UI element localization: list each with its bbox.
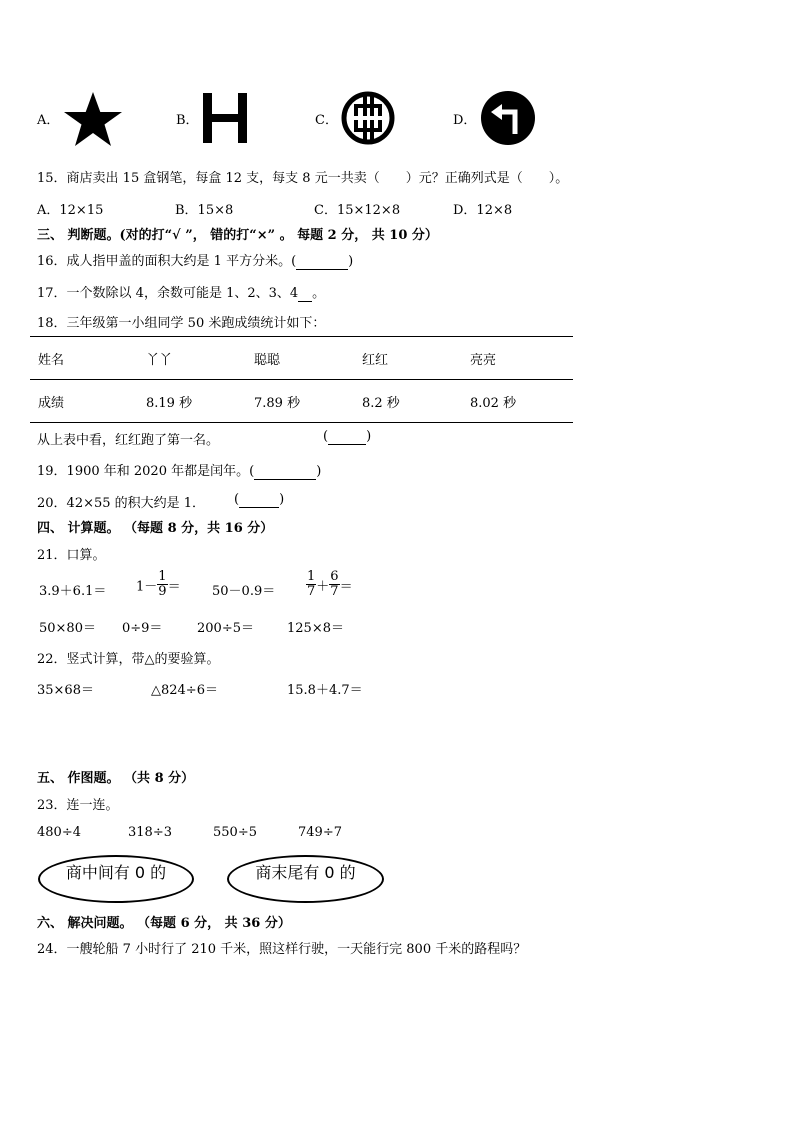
division-item: 480÷4 — [37, 825, 81, 840]
fraction — [329, 570, 339, 600]
table-cell: 成绩 — [30, 380, 138, 423]
calc-text: ＝ — [339, 579, 353, 595]
q23-text: 23．连一连。 — [37, 798, 119, 813]
q16-close: ) — [348, 254, 354, 269]
q18-text: 18．三年级第一小组同学 50 米跑成绩统计如下： — [37, 316, 326, 331]
table-cell: 8.19 秒 — [138, 380, 246, 423]
numerator: 1 — [158, 569, 167, 584]
q21-text: 21．口算。 — [37, 548, 106, 563]
table-cell: 7.89 秒 — [246, 380, 354, 423]
q22-text: 22．竖式计算，带△的要验算。 — [37, 652, 220, 667]
calc-expression: 50×80＝ — [39, 621, 96, 636]
denominator: 7 — [307, 584, 316, 600]
oval-middle-zero[interactable]: 商中间有 0 的 — [38, 855, 194, 903]
answer-blank[interactable] — [328, 429, 366, 445]
q15-option-b: B．15×8 — [175, 203, 234, 218]
division-item: 550÷5 — [213, 825, 257, 840]
vertical-calc-item: △824÷6＝ — [151, 683, 218, 698]
calc-expression: 50－0.9＝ — [212, 584, 276, 599]
answer-blank[interactable] — [296, 254, 348, 270]
denominator: 7 — [330, 584, 339, 600]
q20-answer — [234, 492, 284, 508]
q18-close: ) — [366, 429, 372, 444]
table-row — [30, 380, 573, 423]
calc-expression-fraction — [136, 570, 181, 600]
table-cell: 8.2 秒 — [354, 380, 462, 423]
section-4-title: 四、 计算题。 （每题 8 分，共 16 分） — [37, 521, 274, 536]
q16 — [37, 250, 353, 270]
q24-text: 24．一艘轮船 7 小时行了 210 千米，照这样行驶，一天能行完 800 千米的路程吗？ — [37, 942, 527, 957]
option-b-label: B． — [176, 113, 199, 128]
calc-text: ＋ — [316, 579, 330, 595]
q15-option-a: A．12×15 — [37, 203, 104, 218]
division-item: 318÷3 — [128, 825, 172, 840]
calc-expression: 0÷9＝ — [122, 621, 163, 636]
calc-expression-fraction — [306, 570, 353, 600]
vertical-calc-item: 15.8＋4.7＝ — [287, 683, 363, 698]
q20-open: ( — [234, 492, 240, 507]
calc-expression: 3.9＋6.1＝ — [39, 584, 107, 599]
q16-text: 16．成人指甲盖的面积大约是 1 平方分米。( — [37, 254, 297, 269]
calc-expression: 200÷5＝ — [197, 621, 254, 636]
score-table — [30, 336, 573, 423]
option-d-label: D． — [453, 113, 477, 128]
table-cell: 红红 — [354, 337, 462, 380]
q18-open: ( — [323, 429, 329, 444]
q17-end: 。 — [312, 286, 326, 301]
q20-close: ) — [279, 492, 285, 507]
answer-blank[interactable] — [239, 492, 279, 508]
q19-close: ) — [316, 464, 322, 479]
table-cell: 丫丫 — [138, 337, 246, 380]
option-a-label: A． — [37, 113, 60, 128]
section-3-title: 三、 判断题。(对的打“√ ”， 错的打“×” 。 每题 2 分， 共 10 分） — [37, 228, 438, 243]
q15-option-c: C．15×12×8 — [314, 203, 401, 218]
answer-blank[interactable] — [254, 464, 316, 480]
division-item: 749÷7 — [298, 825, 342, 840]
section-5-title: 五、 作图题。 （共 8 分） — [37, 771, 195, 786]
fraction — [157, 570, 167, 600]
table-cell: 姓名 — [30, 337, 138, 380]
numerator: 1 — [307, 569, 316, 584]
turn-left-sign-icon — [480, 90, 536, 146]
answer-blank[interactable] — [298, 286, 312, 302]
q19 — [37, 460, 321, 480]
q15-stem: 15．商店卖出 15 盒钢笔，每盒 12 支，每支 8 元一共卖（ ）元？正确列式是（ ）。 — [37, 171, 569, 186]
calc-text: 1－ — [136, 579, 158, 595]
denominator: 9 — [158, 584, 167, 600]
oval-end-zero[interactable]: 商末尾有 0 的 — [227, 855, 384, 903]
q20-text: 20．42×55 的积大约是 1． — [37, 496, 206, 511]
q19-text: 19．1900 年和 2020 年都是闰年。( — [37, 464, 255, 479]
vertical-calc-item: 35×68＝ — [37, 683, 94, 698]
table-row — [30, 337, 573, 380]
letter-h-icon — [203, 93, 247, 143]
table-cell: 8.02 秒 — [462, 380, 573, 423]
calc-expression: 125×8＝ — [287, 621, 344, 636]
q18-follow: 从上表中看，红红跑了第一名。 — [37, 433, 220, 448]
bank-logo-icon — [341, 91, 395, 145]
q18-answer — [323, 429, 371, 445]
calc-text: ＝ — [167, 579, 181, 595]
option-c-label: C． — [315, 113, 338, 128]
numerator: 6 — [330, 569, 339, 584]
star-icon — [62, 92, 124, 146]
section-6-title: 六、 解决问题。 （每题 6 分， 共 36 分） — [37, 916, 291, 931]
q17 — [37, 282, 325, 302]
table-cell: 亮亮 — [462, 337, 573, 380]
fraction — [306, 570, 316, 600]
q17-text: 17．一个数除以 4，余数可能是 1、2、3、4 — [37, 286, 299, 301]
q15-option-d: D．12×8 — [453, 203, 513, 218]
table-cell: 聪聪 — [246, 337, 354, 380]
